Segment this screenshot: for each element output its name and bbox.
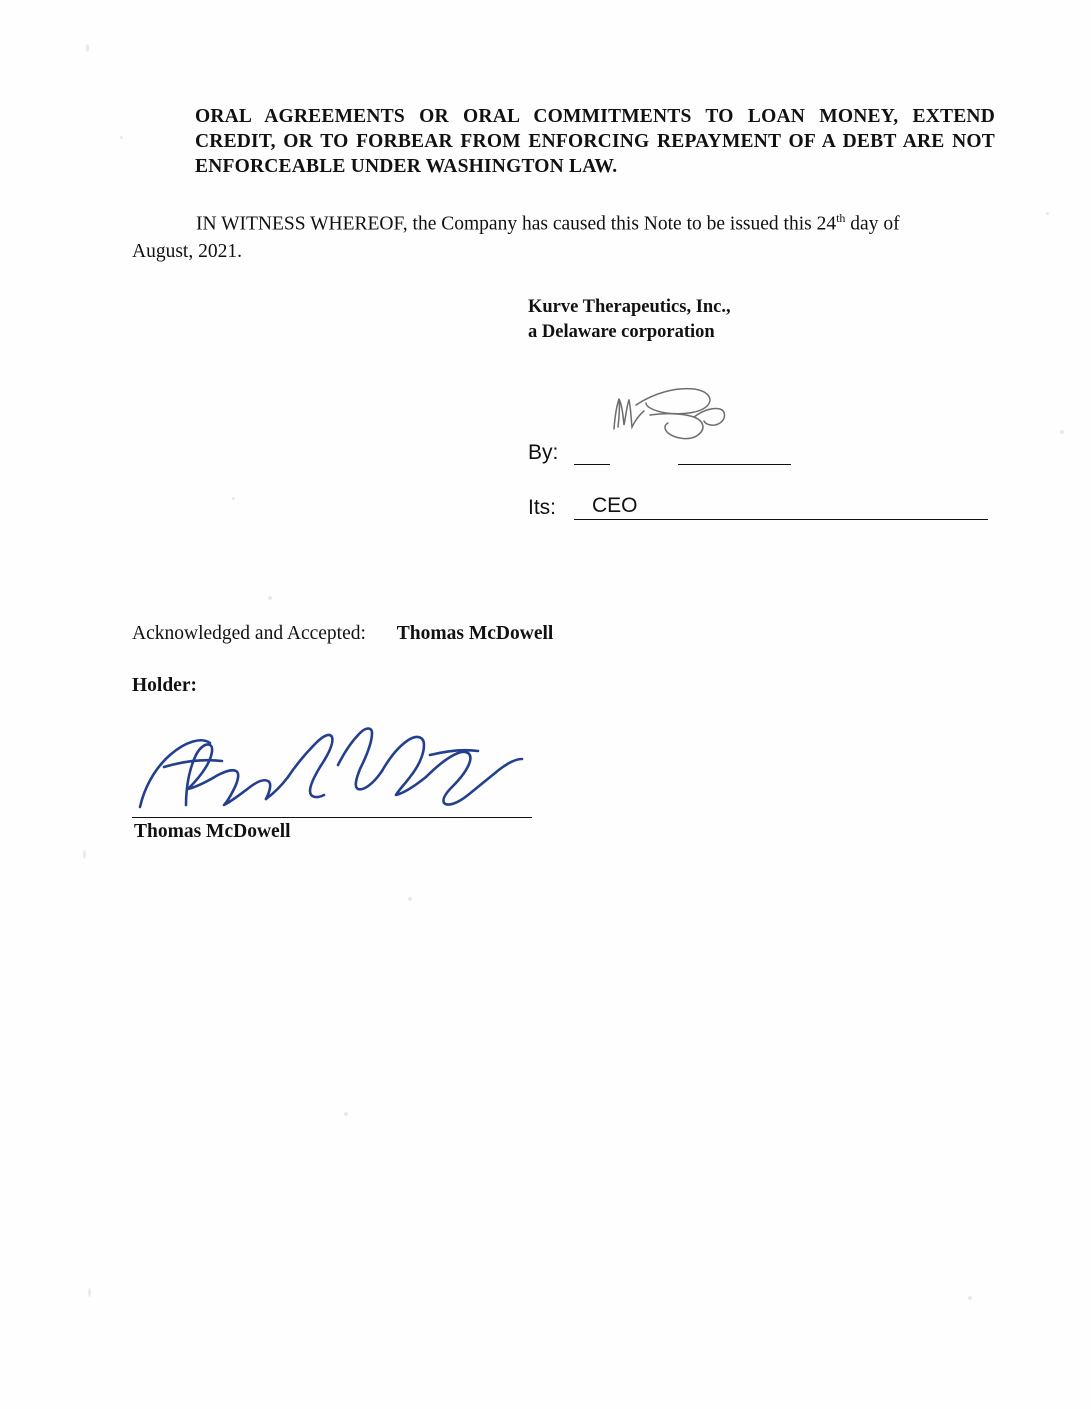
scan-speck: [968, 1296, 972, 1300]
legend-line-2: CREDIT, OR TO FORBEAR FROM ENFORCING REPAYMENT OF A DEBT ARE NOT: [195, 131, 995, 152]
by-rule-gap: [610, 464, 678, 465]
washington-law-legend: [195, 104, 995, 179]
company-name: Kurve Therapeutics, Inc.,: [528, 296, 731, 317]
company-block: [528, 295, 1002, 345]
holder-printed-name: Thomas McDowell: [134, 820, 291, 842]
acknowledgement-name: Thomas McDowell: [396, 622, 554, 644]
scan-speck: [344, 1112, 348, 1116]
witness-text: IN WITNESS WHEREOF, the Company has caused this Note to be issued this 24: [196, 213, 837, 235]
by-line: [528, 441, 988, 465]
legend-line-1: ORAL AGREEMENTS OR ORAL COMMITMENTS TO LOAN MONEY, EXTEND: [195, 106, 995, 127]
holder-label: Holder:: [132, 674, 197, 696]
scan-speck: [1060, 430, 1064, 434]
company-form: a Delaware corporation: [528, 321, 715, 342]
its-line: [528, 494, 988, 520]
acknowledgement-row: [132, 623, 1002, 645]
its-rule: [648, 519, 988, 520]
its-value: CEO: [574, 494, 648, 520]
scan-speck: [88, 1288, 91, 1297]
scan-speck: [86, 44, 89, 52]
holder-signature-block: [132, 715, 532, 842]
its-label: Its:: [528, 495, 557, 519]
witness-paragraph: [132, 205, 1002, 238]
scan-speck: [83, 850, 86, 859]
scan-speck: [120, 136, 123, 139]
document-body: [132, 104, 1002, 842]
witness-ordinal: th: [836, 211, 846, 225]
witness-date-line: August, 2021.: [132, 240, 242, 262]
holder-signature-rule: [132, 817, 532, 818]
scan-speck: [1046, 212, 1049, 215]
by-rule-left: [574, 463, 610, 465]
by-label: By:: [528, 440, 559, 464]
scan-speck: [408, 897, 412, 901]
legend-line-3: ENFORCEABLE UNDER WASHINGTON LAW.: [195, 156, 618, 177]
holder-signature-image: [130, 709, 540, 827]
witness-text-after: day of: [845, 213, 900, 235]
by-rule-right: [678, 463, 791, 465]
acknowledgement-label: Acknowledged and Accepted:: [132, 622, 366, 644]
company-signature-block: [528, 441, 988, 561]
